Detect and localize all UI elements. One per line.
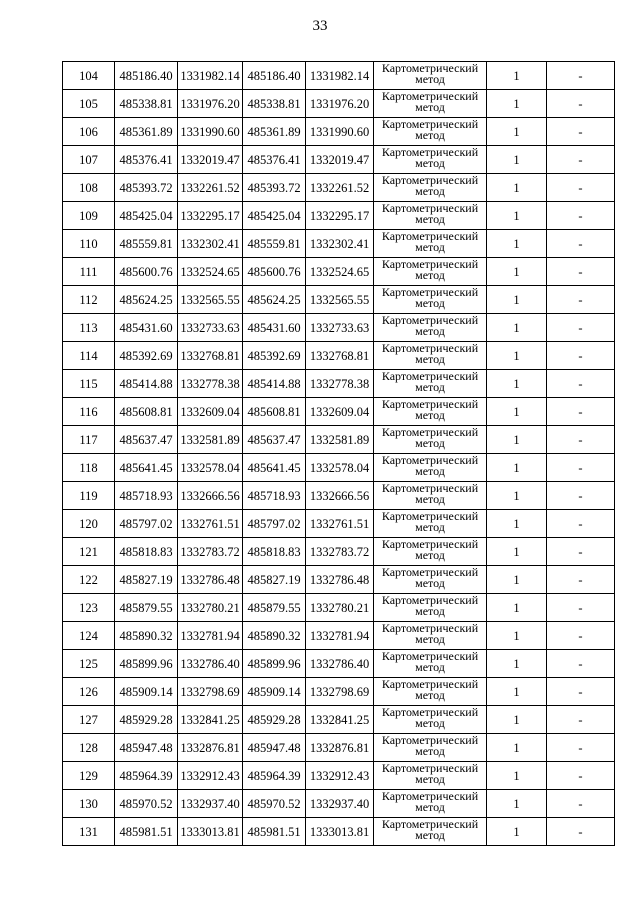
method-cell: Картометрический метод (374, 510, 487, 538)
method-cell: Картометрический метод (374, 230, 487, 258)
table-row (63, 370, 615, 398)
method-cell: Картометрический метод (374, 146, 487, 174)
x-old-cell: 485718.93 (115, 482, 178, 510)
table-row (63, 146, 615, 174)
y-old-cell: 1332786.48 (178, 566, 243, 594)
y-old-cell: 1332609.04 (178, 398, 243, 426)
y-old-cell: 1332733.63 (178, 314, 243, 342)
point-number-cell: 117 (63, 426, 115, 454)
point-number-cell: 110 (63, 230, 115, 258)
y-new-cell: 1332578.04 (306, 454, 374, 482)
point-number-cell: 131 (63, 818, 115, 846)
x-old-cell: 485797.02 (115, 510, 178, 538)
accuracy-cell: 1 (487, 202, 547, 230)
y-new-cell: 1332295.17 (306, 202, 374, 230)
x-old-cell: 485361.89 (115, 118, 178, 146)
accuracy-cell: 1 (487, 370, 547, 398)
x-old-cell: 485431.60 (115, 314, 178, 342)
table-row (63, 706, 615, 734)
table-row (63, 398, 615, 426)
x-new-cell: 485890.32 (243, 622, 306, 650)
y-new-cell: 1332937.40 (306, 790, 374, 818)
note-cell: - (547, 286, 615, 314)
table-row (63, 622, 615, 650)
note-cell: - (547, 678, 615, 706)
accuracy-cell: 1 (487, 258, 547, 286)
table-row (63, 118, 615, 146)
note-cell: - (547, 566, 615, 594)
table-row (63, 538, 615, 566)
method-cell: Картометрический метод (374, 174, 487, 202)
x-new-cell: 485827.19 (243, 566, 306, 594)
note-cell: - (547, 174, 615, 202)
y-old-cell: 1332666.56 (178, 482, 243, 510)
x-new-cell: 485981.51 (243, 818, 306, 846)
point-number-cell: 119 (63, 482, 115, 510)
note-cell: - (547, 594, 615, 622)
y-new-cell: 1332733.63 (306, 314, 374, 342)
y-new-cell: 1332876.81 (306, 734, 374, 762)
accuracy-cell: 1 (487, 426, 547, 454)
x-new-cell: 485376.41 (243, 146, 306, 174)
accuracy-cell: 1 (487, 650, 547, 678)
y-new-cell: 1332780.21 (306, 594, 374, 622)
x-old-cell: 485393.72 (115, 174, 178, 202)
point-number-cell: 108 (63, 174, 115, 202)
point-number-cell: 106 (63, 118, 115, 146)
method-cell: Картометрический метод (374, 90, 487, 118)
accuracy-cell: 1 (487, 174, 547, 202)
y-new-cell: 1331976.20 (306, 90, 374, 118)
note-cell: - (547, 622, 615, 650)
note-cell: - (547, 90, 615, 118)
y-old-cell: 1332295.17 (178, 202, 243, 230)
y-new-cell: 1331990.60 (306, 118, 374, 146)
point-number-cell: 104 (63, 62, 115, 90)
y-new-cell: 1332524.65 (306, 258, 374, 286)
x-new-cell: 485600.76 (243, 258, 306, 286)
x-new-cell: 485879.55 (243, 594, 306, 622)
method-cell: Картометрический метод (374, 678, 487, 706)
note-cell: - (547, 734, 615, 762)
x-new-cell: 485392.69 (243, 342, 306, 370)
table-row (63, 594, 615, 622)
x-new-cell: 485361.89 (243, 118, 306, 146)
note-cell: - (547, 538, 615, 566)
accuracy-cell: 1 (487, 510, 547, 538)
accuracy-cell: 1 (487, 398, 547, 426)
point-number-cell: 116 (63, 398, 115, 426)
x-old-cell: 485637.47 (115, 426, 178, 454)
point-number-cell: 125 (63, 650, 115, 678)
note-cell: - (547, 146, 615, 174)
y-old-cell: 1331976.20 (178, 90, 243, 118)
accuracy-cell: 1 (487, 594, 547, 622)
x-new-cell: 485899.96 (243, 650, 306, 678)
note-cell: - (547, 650, 615, 678)
note-cell: - (547, 370, 615, 398)
method-cell: Картометрический метод (374, 202, 487, 230)
x-old-cell: 485641.45 (115, 454, 178, 482)
x-old-cell: 485909.14 (115, 678, 178, 706)
x-new-cell: 485718.93 (243, 482, 306, 510)
table-row (63, 818, 615, 846)
accuracy-cell: 1 (487, 790, 547, 818)
note-cell: - (547, 454, 615, 482)
method-cell: Картометрический метод (374, 622, 487, 650)
accuracy-cell: 1 (487, 706, 547, 734)
x-old-cell: 485827.19 (115, 566, 178, 594)
table-row (63, 454, 615, 482)
note-cell: - (547, 426, 615, 454)
x-old-cell: 485608.81 (115, 398, 178, 426)
x-new-cell: 485641.45 (243, 454, 306, 482)
accuracy-cell: 1 (487, 342, 547, 370)
x-new-cell: 485559.81 (243, 230, 306, 258)
x-new-cell: 485624.25 (243, 286, 306, 314)
table-row (63, 286, 615, 314)
y-old-cell: 1332786.40 (178, 650, 243, 678)
y-new-cell: 1332019.47 (306, 146, 374, 174)
method-cell: Картометрический метод (374, 454, 487, 482)
y-old-cell: 1331982.14 (178, 62, 243, 90)
y-new-cell: 1332581.89 (306, 426, 374, 454)
method-cell: Картометрический метод (374, 398, 487, 426)
y-new-cell: 1331982.14 (306, 62, 374, 90)
note-cell: - (547, 230, 615, 258)
table-row (63, 678, 615, 706)
point-number-cell: 107 (63, 146, 115, 174)
method-cell: Картометрический метод (374, 650, 487, 678)
table-row (63, 734, 615, 762)
accuracy-cell: 1 (487, 762, 547, 790)
y-new-cell: 1332261.52 (306, 174, 374, 202)
page-number: 33 (312, 18, 328, 34)
x-new-cell: 485818.83 (243, 538, 306, 566)
y-new-cell: 1332786.40 (306, 650, 374, 678)
method-cell: Картометрический метод (374, 370, 487, 398)
y-old-cell: 1332019.47 (178, 146, 243, 174)
accuracy-cell: 1 (487, 90, 547, 118)
table-row (63, 426, 615, 454)
note-cell: - (547, 62, 615, 90)
x-old-cell: 485186.40 (115, 62, 178, 90)
y-new-cell: 1332781.94 (306, 622, 374, 650)
y-new-cell: 1332912.43 (306, 762, 374, 790)
y-new-cell: 1333013.81 (306, 818, 374, 846)
y-old-cell: 1332565.55 (178, 286, 243, 314)
x-old-cell: 485818.83 (115, 538, 178, 566)
point-number-cell: 122 (63, 566, 115, 594)
point-number-cell: 113 (63, 314, 115, 342)
y-old-cell: 1332524.65 (178, 258, 243, 286)
accuracy-cell: 1 (487, 734, 547, 762)
x-old-cell: 485392.69 (115, 342, 178, 370)
note-cell: - (547, 258, 615, 286)
x-old-cell: 485600.76 (115, 258, 178, 286)
x-old-cell: 485981.51 (115, 818, 178, 846)
accuracy-cell: 1 (487, 678, 547, 706)
note-cell: - (547, 762, 615, 790)
point-number-cell: 128 (63, 734, 115, 762)
point-number-cell: 124 (63, 622, 115, 650)
x-new-cell: 485393.72 (243, 174, 306, 202)
x-new-cell: 485947.48 (243, 734, 306, 762)
y-old-cell: 1332581.89 (178, 426, 243, 454)
method-cell: Картометрический метод (374, 342, 487, 370)
accuracy-cell: 1 (487, 230, 547, 258)
x-old-cell: 485376.41 (115, 146, 178, 174)
accuracy-cell: 1 (487, 314, 547, 342)
x-old-cell: 485970.52 (115, 790, 178, 818)
x-old-cell: 485414.88 (115, 370, 178, 398)
accuracy-cell: 1 (487, 566, 547, 594)
y-new-cell: 1332609.04 (306, 398, 374, 426)
y-old-cell: 1331990.60 (178, 118, 243, 146)
y-old-cell: 1333013.81 (178, 818, 243, 846)
method-cell: Картометрический метод (374, 734, 487, 762)
point-number-cell: 111 (63, 258, 115, 286)
y-old-cell: 1332780.21 (178, 594, 243, 622)
table-row (63, 174, 615, 202)
table-row (63, 202, 615, 230)
point-number-cell: 118 (63, 454, 115, 482)
accuracy-cell: 1 (487, 538, 547, 566)
y-new-cell: 1332761.51 (306, 510, 374, 538)
x-old-cell: 485624.25 (115, 286, 178, 314)
point-number-cell: 129 (63, 762, 115, 790)
point-number-cell: 120 (63, 510, 115, 538)
table-row (63, 258, 615, 286)
x-old-cell: 485947.48 (115, 734, 178, 762)
x-new-cell: 485637.47 (243, 426, 306, 454)
method-cell: Картометрический метод (374, 286, 487, 314)
note-cell: - (547, 342, 615, 370)
note-cell: - (547, 314, 615, 342)
accuracy-cell: 1 (487, 118, 547, 146)
point-number-cell: 105 (63, 90, 115, 118)
y-new-cell: 1332778.38 (306, 370, 374, 398)
x-new-cell: 485431.60 (243, 314, 306, 342)
table-row (63, 566, 615, 594)
note-cell: - (547, 510, 615, 538)
method-cell: Картометрический метод (374, 426, 487, 454)
method-cell: Картометрический метод (374, 62, 487, 90)
point-number-cell: 127 (63, 706, 115, 734)
accuracy-cell: 1 (487, 454, 547, 482)
method-cell: Картометрический метод (374, 818, 487, 846)
method-cell: Картометрический метод (374, 314, 487, 342)
method-cell: Картометрический метод (374, 482, 487, 510)
accuracy-cell: 1 (487, 286, 547, 314)
y-new-cell: 1332666.56 (306, 482, 374, 510)
x-new-cell: 485970.52 (243, 790, 306, 818)
method-cell: Картометрический метод (374, 594, 487, 622)
y-new-cell: 1332841.25 (306, 706, 374, 734)
x-new-cell: 485425.04 (243, 202, 306, 230)
point-number-cell: 115 (63, 370, 115, 398)
point-number-cell: 112 (63, 286, 115, 314)
table-row (63, 62, 615, 90)
x-new-cell: 485338.81 (243, 90, 306, 118)
note-cell: - (547, 118, 615, 146)
note-cell: - (547, 706, 615, 734)
method-cell: Картометрический метод (374, 762, 487, 790)
y-new-cell: 1332783.72 (306, 538, 374, 566)
method-cell: Картометрический метод (374, 258, 487, 286)
y-old-cell: 1332876.81 (178, 734, 243, 762)
y-new-cell: 1332786.48 (306, 566, 374, 594)
x-old-cell: 485425.04 (115, 202, 178, 230)
method-cell: Картометрический метод (374, 118, 487, 146)
y-old-cell: 1332261.52 (178, 174, 243, 202)
y-old-cell: 1332841.25 (178, 706, 243, 734)
table-row (63, 314, 615, 342)
x-old-cell: 485929.28 (115, 706, 178, 734)
table-row (63, 90, 615, 118)
x-new-cell: 485909.14 (243, 678, 306, 706)
method-cell: Картометрический метод (374, 538, 487, 566)
x-new-cell: 485797.02 (243, 510, 306, 538)
x-old-cell: 485559.81 (115, 230, 178, 258)
point-number-cell: 130 (63, 790, 115, 818)
y-old-cell: 1332778.38 (178, 370, 243, 398)
note-cell: - (547, 202, 615, 230)
x-old-cell: 485899.96 (115, 650, 178, 678)
y-new-cell: 1332768.81 (306, 342, 374, 370)
y-old-cell: 1332768.81 (178, 342, 243, 370)
y-old-cell: 1332937.40 (178, 790, 243, 818)
table-row (63, 482, 615, 510)
method-cell: Картометрический метод (374, 706, 487, 734)
table-row (63, 762, 615, 790)
table-row (63, 342, 615, 370)
x-old-cell: 485890.32 (115, 622, 178, 650)
point-number-cell: 121 (63, 538, 115, 566)
point-number-cell: 123 (63, 594, 115, 622)
x-old-cell: 485879.55 (115, 594, 178, 622)
x-new-cell: 485929.28 (243, 706, 306, 734)
y-new-cell: 1332565.55 (306, 286, 374, 314)
y-old-cell: 1332761.51 (178, 510, 243, 538)
note-cell: - (547, 398, 615, 426)
point-number-cell: 126 (63, 678, 115, 706)
accuracy-cell: 1 (487, 62, 547, 90)
table-row (63, 650, 615, 678)
note-cell: - (547, 818, 615, 846)
point-number-cell: 109 (63, 202, 115, 230)
y-old-cell: 1332798.69 (178, 678, 243, 706)
y-old-cell: 1332912.43 (178, 762, 243, 790)
x-old-cell: 485338.81 (115, 90, 178, 118)
y-old-cell: 1332578.04 (178, 454, 243, 482)
method-cell: Картометрический метод (374, 566, 487, 594)
note-cell: - (547, 790, 615, 818)
accuracy-cell: 1 (487, 146, 547, 174)
point-number-cell: 114 (63, 342, 115, 370)
y-old-cell: 1332781.94 (178, 622, 243, 650)
y-old-cell: 1332783.72 (178, 538, 243, 566)
y-new-cell: 1332798.69 (306, 678, 374, 706)
method-cell: Картометрический метод (374, 790, 487, 818)
table-row (63, 510, 615, 538)
x-old-cell: 485964.39 (115, 762, 178, 790)
y-old-cell: 1332302.41 (178, 230, 243, 258)
table-body (63, 62, 615, 846)
y-new-cell: 1332302.41 (306, 230, 374, 258)
accuracy-cell: 1 (487, 818, 547, 846)
x-new-cell: 485186.40 (243, 62, 306, 90)
note-cell: - (547, 482, 615, 510)
x-new-cell: 485608.81 (243, 398, 306, 426)
coordinates-table (62, 61, 615, 846)
table-row (63, 790, 615, 818)
accuracy-cell: 1 (487, 482, 547, 510)
table-row (63, 230, 615, 258)
x-new-cell: 485414.88 (243, 370, 306, 398)
x-new-cell: 485964.39 (243, 762, 306, 790)
accuracy-cell: 1 (487, 622, 547, 650)
